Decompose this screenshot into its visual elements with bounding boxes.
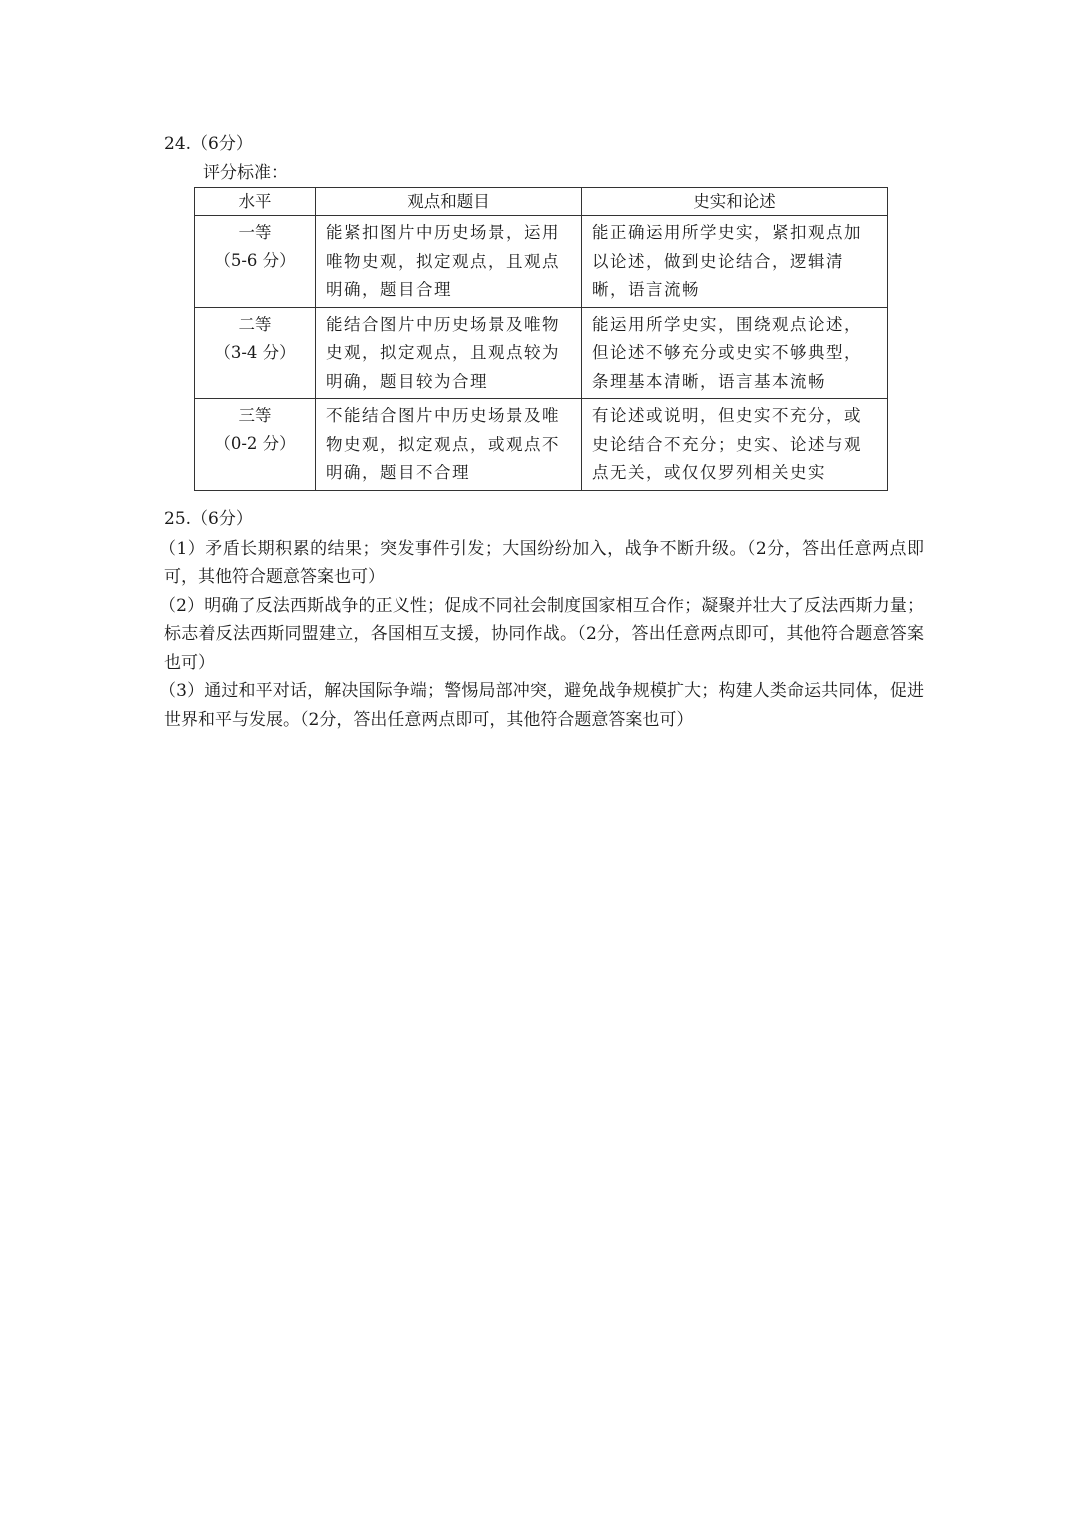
rubric-row [195,216,888,308]
header-viewpoint: 观点和题目 [316,188,582,216]
viewpoint-cell: 能紧扣图片中历史场景，运用唯物史观，拟定观点，且观点明确，题目合理 [316,216,582,308]
argument-cell: 有论述或说明，但史实不充分，或史论结合不充分；史实、论述与观点无关，或仅仅罗列相关史实 [582,399,888,491]
argument-cell: 能正确运用所学史实，紧扣观点加以论述，做到史论结合，逻辑清晰，语言流畅 [582,216,888,308]
argument-cell: 能运用所学史实，围绕观点论述，但论述不够充分或史实不够典型，条理基本清晰，语言基本流畅 [582,307,888,399]
answer-item-1: （1）矛盾长期积累的结果；突发事件引发；大国纷纷加入，战争不断升级。（2分，答出任意两点即可，其他符合题意答案也可） [159,538,924,587]
scoring-criteria-label: 评分标准： [203,163,288,183]
level-name: 一等 [238,223,272,242]
rubric-row [195,307,888,399]
level-score: （0-2 分） [214,434,296,453]
answer-item-2: （2）明确了反法西斯战争的正义性；促成不同社会制度国家相互合作；凝聚并壮大了反法西斯力量；标志着反法西斯同盟建立，各国相互支援，协同作战。（2分，答出任意两点即可，其他符合题意答案也可） [159,595,924,673]
level-cell [195,307,316,399]
viewpoint-cell: 不能结合图片中历史场景及唯物史观，拟定观点，或观点不明确，题目不合理 [316,399,582,491]
level-name: 三等 [238,406,272,425]
question-25-section [159,505,924,734]
header-argument: 史实和论述 [582,188,888,216]
rubric-header-row [195,188,888,216]
level-score: （5-6 分） [214,251,296,270]
level-name: 二等 [238,314,272,334]
scoring-rubric-table [194,187,888,491]
rubric-row [195,399,888,491]
level-score: （3-4 分） [214,342,296,362]
header-level: 水平 [195,188,316,216]
viewpoint-cell: 能结合图片中历史场景及唯物史观，拟定观点，且观点较为明确，题目较为合理 [316,307,582,399]
question-25-heading: 25.（6分） [164,509,253,529]
level-cell [195,216,316,308]
level-cell [195,399,316,491]
answer-item-3: （3）通过和平对话，解决国际争端；警惕局部冲突，避免战争规模扩大；构建人类命运共同体，促进世界和平与发展。（2分，答出任意两点即可，其他符合题意答案也可） [159,681,924,730]
question-24-heading: 24.（6分） [164,134,253,154]
